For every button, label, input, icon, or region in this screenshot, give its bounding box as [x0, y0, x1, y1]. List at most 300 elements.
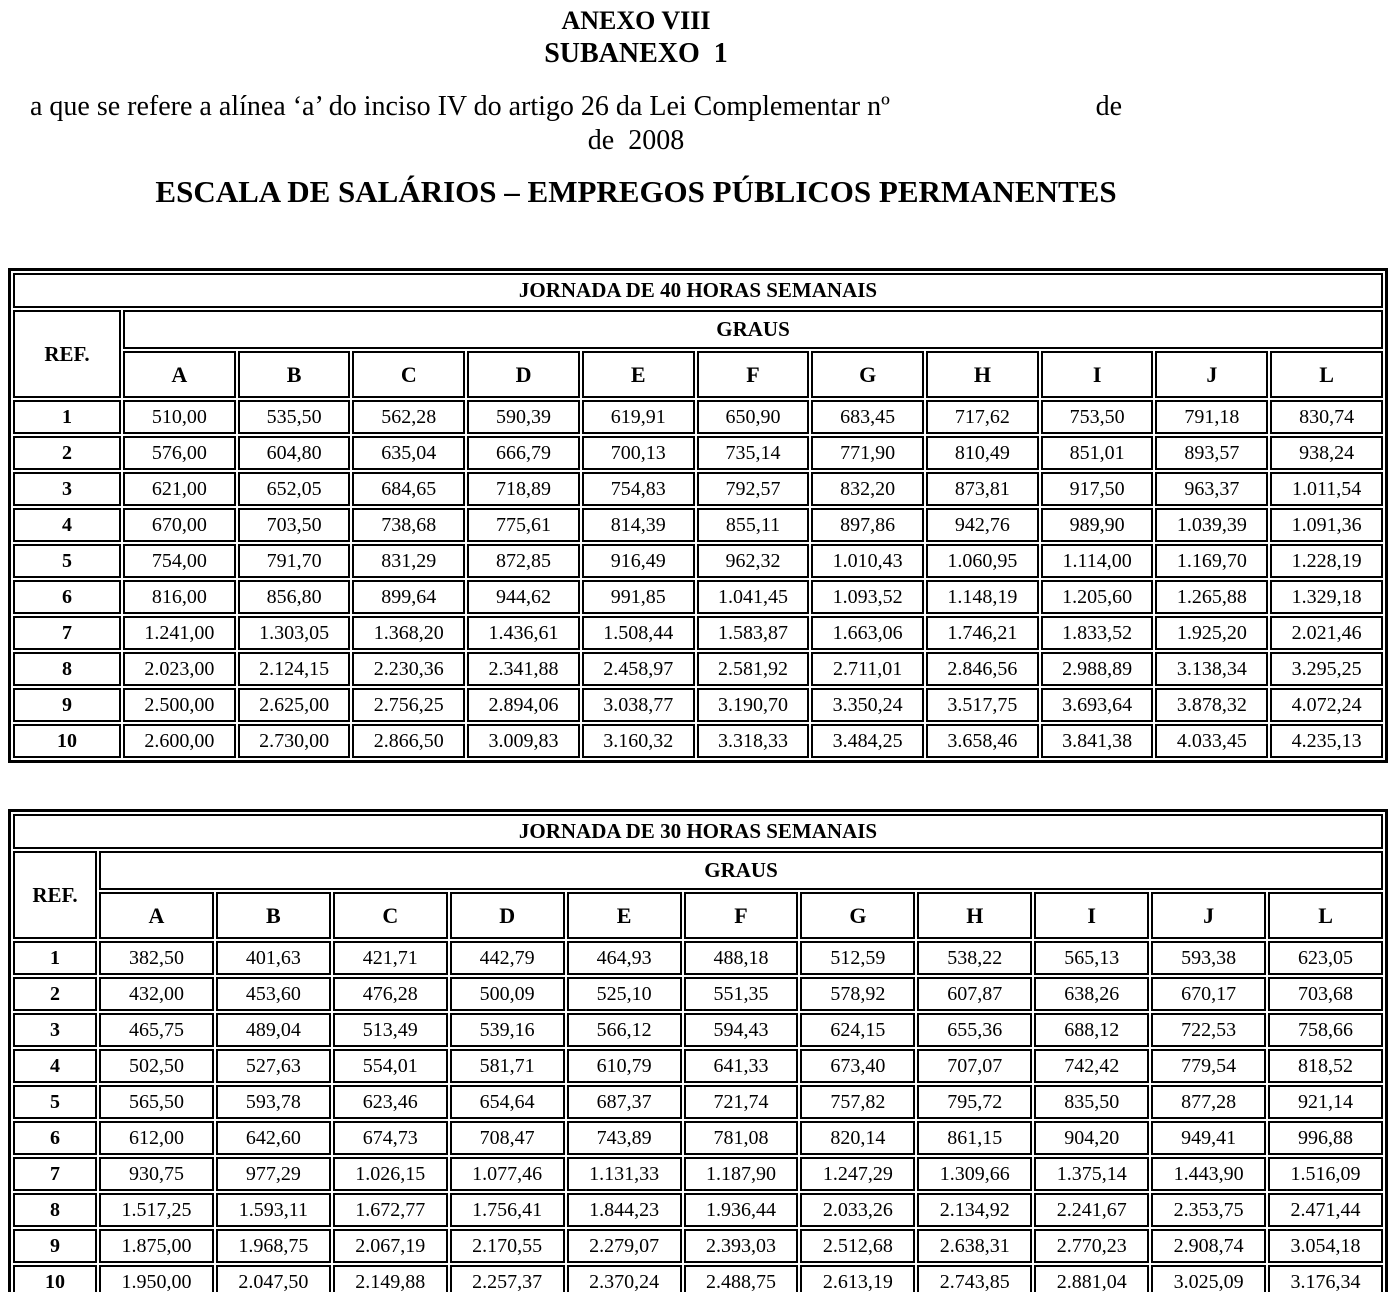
column-header-c: C: [333, 892, 448, 939]
value-cell: 619,91: [582, 400, 695, 434]
value-cell: 1.205,60: [1041, 580, 1154, 614]
value-cell: 1.833,52: [1041, 616, 1154, 650]
value-cell: 3.160,32: [582, 724, 695, 758]
value-cell: 2.149,88: [333, 1265, 448, 1292]
value-cell: 916,49: [582, 544, 695, 578]
value-cell: 535,50: [238, 400, 351, 434]
value-cell: 930,75: [99, 1157, 214, 1191]
value-cell: 851,01: [1041, 436, 1154, 470]
value-cell: 2.341,88: [467, 652, 580, 686]
value-cell: 1.060,95: [926, 544, 1039, 578]
column-header-a: A: [99, 892, 214, 939]
value-cell: 650,90: [697, 400, 810, 434]
value-cell: 1.516,09: [1268, 1157, 1383, 1191]
ref-cell: 9: [13, 688, 121, 722]
value-cell: 1.508,44: [582, 616, 695, 650]
value-cell: 1.746,21: [926, 616, 1039, 650]
value-cell: 791,18: [1155, 400, 1268, 434]
value-cell: 488,18: [684, 941, 799, 975]
table-row: [13, 652, 1383, 686]
value-cell: 872,85: [467, 544, 580, 578]
value-cell: 703,50: [238, 508, 351, 542]
value-cell: 442,79: [450, 941, 565, 975]
column-header-f: F: [684, 892, 799, 939]
value-cell: 565,50: [99, 1085, 214, 1119]
value-cell: 2.743,85: [917, 1265, 1032, 1292]
column-header-g: G: [800, 892, 915, 939]
value-cell: 1.663,06: [811, 616, 924, 650]
value-cell: 2.866,50: [352, 724, 465, 758]
value-cell: 820,14: [800, 1121, 915, 1155]
value-cell: 1.443,90: [1151, 1157, 1266, 1191]
value-cell: 3.658,46: [926, 724, 1039, 758]
value-cell: 816,00: [123, 580, 236, 614]
value-cell: 655,36: [917, 1013, 1032, 1047]
value-cell: 1.936,44: [684, 1193, 799, 1227]
value-cell: 539,16: [450, 1013, 565, 1047]
value-cell: 666,79: [467, 436, 580, 470]
value-cell: 500,09: [450, 977, 565, 1011]
value-cell: 642,60: [216, 1121, 331, 1155]
value-cell: 795,72: [917, 1085, 1032, 1119]
value-cell: 638,26: [1034, 977, 1149, 1011]
value-cell: 2.033,26: [800, 1193, 915, 1227]
value-cell: 3.190,70: [697, 688, 810, 722]
value-cell: 670,17: [1151, 977, 1266, 1011]
value-cell: 562,28: [352, 400, 465, 434]
value-cell: 576,00: [123, 436, 236, 470]
graus-label: GRAUS: [99, 851, 1383, 890]
column-header-e: E: [582, 351, 695, 398]
ref-column-label: REF.: [13, 851, 97, 939]
value-cell: 1.329,18: [1270, 580, 1383, 614]
value-cell: 3.484,25: [811, 724, 924, 758]
table-row: [13, 436, 1383, 470]
value-cell: 1.309,66: [917, 1157, 1032, 1191]
table-row: [13, 508, 1383, 542]
reference-line: [0, 90, 1272, 124]
table-row: [13, 1229, 1383, 1263]
table-row: [13, 1265, 1383, 1292]
value-cell: 382,50: [99, 941, 214, 975]
value-cell: 578,92: [800, 977, 915, 1011]
value-cell: 687,37: [567, 1085, 682, 1119]
value-cell: 1.950,00: [99, 1265, 214, 1292]
value-cell: 1.011,54: [1270, 472, 1383, 506]
column-header-i: I: [1041, 351, 1154, 398]
value-cell: 722,53: [1151, 1013, 1266, 1047]
value-cell: 565,13: [1034, 941, 1149, 975]
value-cell: 717,62: [926, 400, 1039, 434]
value-cell: 873,81: [926, 472, 1039, 506]
value-cell: 684,65: [352, 472, 465, 506]
table-row: [13, 688, 1383, 722]
ref-cell: 6: [13, 1121, 97, 1155]
value-cell: 2.711,01: [811, 652, 924, 686]
value-cell: 1.583,87: [697, 616, 810, 650]
value-cell: 432,00: [99, 977, 214, 1011]
value-cell: 3.693,64: [1041, 688, 1154, 722]
table-row: [13, 977, 1383, 1011]
value-cell: 1.148,19: [926, 580, 1039, 614]
value-cell: 779,54: [1151, 1049, 1266, 1083]
value-cell: 512,59: [800, 941, 915, 975]
column-header-h: H: [917, 892, 1032, 939]
table-row: [13, 1121, 1383, 1155]
value-cell: 604,80: [238, 436, 351, 470]
value-cell: 3.176,34: [1268, 1265, 1383, 1292]
value-cell: 1.844,23: [567, 1193, 682, 1227]
column-letters-row: [13, 351, 1383, 398]
table-row: [13, 472, 1383, 506]
column-header-i: I: [1034, 892, 1149, 939]
ref-column-label: REF.: [13, 310, 121, 398]
value-cell: 893,57: [1155, 436, 1268, 470]
value-cell: 775,61: [467, 508, 580, 542]
value-cell: 861,15: [917, 1121, 1032, 1155]
subanexo-heading: SUBANEXO 1: [544, 38, 728, 69]
value-cell: 2.370,24: [567, 1265, 682, 1292]
value-cell: 1.436,61: [467, 616, 580, 650]
value-cell: 814,39: [582, 508, 695, 542]
table-title: JORNADA DE 40 HORAS SEMANAIS: [13, 273, 1383, 308]
value-cell: 2.257,37: [450, 1265, 565, 1292]
value-cell: 4.072,24: [1270, 688, 1383, 722]
salary-table-40-hours: [8, 268, 1388, 763]
value-cell: 1.517,25: [99, 1193, 214, 1227]
value-cell: 977,29: [216, 1157, 331, 1191]
value-cell: 673,40: [800, 1049, 915, 1083]
value-cell: 538,22: [917, 941, 1032, 975]
value-cell: 688,12: [1034, 1013, 1149, 1047]
value-cell: 897,86: [811, 508, 924, 542]
value-cell: 963,37: [1155, 472, 1268, 506]
ref-cell: 10: [13, 724, 121, 758]
column-header-f: F: [697, 351, 810, 398]
column-header-h: H: [926, 351, 1039, 398]
value-cell: 1.131,33: [567, 1157, 682, 1191]
value-cell: 921,14: [1268, 1085, 1383, 1119]
value-cell: 593,38: [1151, 941, 1266, 975]
value-cell: 654,64: [450, 1085, 565, 1119]
tables-container: [0, 268, 1396, 1292]
value-cell: 1.265,88: [1155, 580, 1268, 614]
column-header-l: L: [1270, 351, 1383, 398]
graus-header-row: [13, 310, 1383, 349]
ref-cell: 10: [13, 1265, 97, 1292]
value-cell: 1.968,75: [216, 1229, 331, 1263]
value-cell: 2.638,31: [917, 1229, 1032, 1263]
salary-table-30-hours: [8, 809, 1388, 1292]
value-cell: 2.021,46: [1270, 616, 1383, 650]
value-cell: 2.625,00: [238, 688, 351, 722]
value-cell: 2.124,15: [238, 652, 351, 686]
value-cell: 3.878,32: [1155, 688, 1268, 722]
value-cell: 753,50: [1041, 400, 1154, 434]
value-cell: 2.134,92: [917, 1193, 1032, 1227]
value-cell: 554,01: [333, 1049, 448, 1083]
ref-cell: 3: [13, 1013, 97, 1047]
value-cell: 3.350,24: [811, 688, 924, 722]
table-title-row: [13, 814, 1383, 849]
ref-cell: 1: [13, 941, 97, 975]
column-header-d: D: [450, 892, 565, 939]
value-cell: 1.241,00: [123, 616, 236, 650]
value-cell: 551,35: [684, 977, 799, 1011]
ref-cell: 4: [13, 1049, 97, 1083]
value-cell: 635,04: [352, 436, 465, 470]
table-row: [13, 724, 1383, 758]
value-cell: 2.353,75: [1151, 1193, 1266, 1227]
value-cell: 944,62: [467, 580, 580, 614]
value-cell: 2.908,74: [1151, 1229, 1266, 1263]
value-cell: 2.756,25: [352, 688, 465, 722]
column-header-a: A: [123, 351, 236, 398]
value-cell: 2.170,55: [450, 1229, 565, 1263]
column-header-g: G: [811, 351, 924, 398]
value-cell: 2.230,36: [352, 652, 465, 686]
document-header: [0, 0, 1272, 210]
column-header-b: B: [238, 351, 351, 398]
value-cell: 1.247,29: [800, 1157, 915, 1191]
table-row: [13, 941, 1383, 975]
value-cell: 962,32: [697, 544, 810, 578]
value-cell: 832,20: [811, 472, 924, 506]
value-cell: 624,15: [800, 1013, 915, 1047]
value-cell: 718,89: [467, 472, 580, 506]
value-cell: 942,76: [926, 508, 1039, 542]
ref-cell: 2: [13, 977, 97, 1011]
value-cell: 1.228,19: [1270, 544, 1383, 578]
value-cell: 623,05: [1268, 941, 1383, 975]
value-cell: 831,29: [352, 544, 465, 578]
value-cell: 3.009,83: [467, 724, 580, 758]
value-cell: 707,07: [917, 1049, 1032, 1083]
value-cell: 476,28: [333, 977, 448, 1011]
value-cell: 1.010,43: [811, 544, 924, 578]
value-cell: 754,00: [123, 544, 236, 578]
ref-cell: 5: [13, 1085, 97, 1119]
value-cell: 3.054,18: [1268, 1229, 1383, 1263]
column-header-d: D: [467, 351, 580, 398]
value-cell: 735,14: [697, 436, 810, 470]
value-cell: 2.279,07: [567, 1229, 682, 1263]
ref-cell: 6: [13, 580, 121, 614]
value-cell: 754,83: [582, 472, 695, 506]
value-cell: 917,50: [1041, 472, 1154, 506]
value-cell: 641,33: [684, 1049, 799, 1083]
value-cell: 593,78: [216, 1085, 331, 1119]
value-cell: 2.881,04: [1034, 1265, 1149, 1292]
value-cell: 513,49: [333, 1013, 448, 1047]
column-header-b: B: [216, 892, 331, 939]
value-cell: 1.026,15: [333, 1157, 448, 1191]
value-cell: 1.091,36: [1270, 508, 1383, 542]
value-cell: 2.393,03: [684, 1229, 799, 1263]
value-cell: 2.730,00: [238, 724, 351, 758]
ref-cell: 1: [13, 400, 121, 434]
value-cell: 3.138,34: [1155, 652, 1268, 686]
reference-de-text: de: [1095, 91, 1122, 122]
table-row: [13, 580, 1383, 614]
reference-line-2: de 2008: [587, 125, 685, 156]
value-cell: 1.187,90: [684, 1157, 799, 1191]
graus-header-row: [13, 851, 1383, 890]
ref-cell: 2: [13, 436, 121, 470]
value-cell: 527,63: [216, 1049, 331, 1083]
value-cell: 610,79: [567, 1049, 682, 1083]
column-header-e: E: [567, 892, 682, 939]
ref-cell: 4: [13, 508, 121, 542]
value-cell: 3.318,33: [697, 724, 810, 758]
value-cell: 607,87: [917, 977, 1032, 1011]
value-cell: 2.458,97: [582, 652, 695, 686]
column-letters-row: [13, 892, 1383, 939]
value-cell: 621,00: [123, 472, 236, 506]
value-cell: 465,75: [99, 1013, 214, 1047]
table-row: [13, 1013, 1383, 1047]
value-cell: 989,90: [1041, 508, 1154, 542]
value-cell: 502,50: [99, 1049, 214, 1083]
value-cell: 743,89: [567, 1121, 682, 1155]
value-cell: 2.581,92: [697, 652, 810, 686]
value-cell: 996,88: [1268, 1121, 1383, 1155]
value-cell: 904,20: [1034, 1121, 1149, 1155]
table-row: [13, 1085, 1383, 1119]
page-title: ESCALA DE SALÁRIOS – EMPREGOS PÚBLICOS PERMANENTES: [155, 174, 1117, 209]
value-cell: 703,68: [1268, 977, 1383, 1011]
value-cell: 4.033,45: [1155, 724, 1268, 758]
value-cell: 742,42: [1034, 1049, 1149, 1083]
value-cell: 464,93: [567, 941, 682, 975]
value-cell: 670,00: [123, 508, 236, 542]
value-cell: 1.672,77: [333, 1193, 448, 1227]
value-cell: 2.894,06: [467, 688, 580, 722]
value-cell: 2.241,67: [1034, 1193, 1149, 1227]
value-cell: 489,04: [216, 1013, 331, 1047]
value-cell: 2.988,89: [1041, 652, 1154, 686]
value-cell: 2.500,00: [123, 688, 236, 722]
value-cell: 2.600,00: [123, 724, 236, 758]
value-cell: 2.488,75: [684, 1265, 799, 1292]
value-cell: 525,10: [567, 977, 682, 1011]
value-cell: 3.038,77: [582, 688, 695, 722]
value-cell: 590,39: [467, 400, 580, 434]
value-cell: 652,05: [238, 472, 351, 506]
value-cell: 453,60: [216, 977, 331, 1011]
value-cell: 991,85: [582, 580, 695, 614]
ref-cell: 7: [13, 616, 121, 650]
value-cell: 3.517,75: [926, 688, 1039, 722]
value-cell: 830,74: [1270, 400, 1383, 434]
value-cell: 1.114,00: [1041, 544, 1154, 578]
value-cell: 792,57: [697, 472, 810, 506]
value-cell: 708,47: [450, 1121, 565, 1155]
table-row: [13, 544, 1383, 578]
value-cell: 818,52: [1268, 1049, 1383, 1083]
value-cell: 771,90: [811, 436, 924, 470]
value-cell: 949,41: [1151, 1121, 1266, 1155]
table-row: [13, 1049, 1383, 1083]
table-row: [13, 400, 1383, 434]
value-cell: 1.756,41: [450, 1193, 565, 1227]
value-cell: 1.593,11: [216, 1193, 331, 1227]
ref-cell: 3: [13, 472, 121, 506]
table-title-row: [13, 273, 1383, 308]
value-cell: 938,24: [1270, 436, 1383, 470]
value-cell: 758,66: [1268, 1013, 1383, 1047]
value-cell: 3.841,38: [1041, 724, 1154, 758]
ref-cell: 5: [13, 544, 121, 578]
graus-label: GRAUS: [123, 310, 1383, 349]
column-header-j: J: [1155, 351, 1268, 398]
value-cell: 855,11: [697, 508, 810, 542]
value-cell: 877,28: [1151, 1085, 1266, 1119]
value-cell: 899,64: [352, 580, 465, 614]
value-cell: 1.039,39: [1155, 508, 1268, 542]
value-cell: 791,70: [238, 544, 351, 578]
ref-cell: 8: [13, 1193, 97, 1227]
value-cell: 738,68: [352, 508, 465, 542]
value-cell: 3.025,09: [1151, 1265, 1266, 1292]
value-cell: 510,00: [123, 400, 236, 434]
value-cell: 856,80: [238, 580, 351, 614]
value-cell: 612,00: [99, 1121, 214, 1155]
table-row: [13, 1193, 1383, 1227]
column-header-c: C: [352, 351, 465, 398]
value-cell: 594,43: [684, 1013, 799, 1047]
value-cell: 1.041,45: [697, 580, 810, 614]
value-cell: 1.077,46: [450, 1157, 565, 1191]
table-row: [13, 1157, 1383, 1191]
value-cell: 674,73: [333, 1121, 448, 1155]
value-cell: 1.169,70: [1155, 544, 1268, 578]
value-cell: 700,13: [582, 436, 695, 470]
value-cell: 835,50: [1034, 1085, 1149, 1119]
value-cell: 721,74: [684, 1085, 799, 1119]
value-cell: 2.047,50: [216, 1265, 331, 1292]
value-cell: 1.303,05: [238, 616, 351, 650]
value-cell: 2.512,68: [800, 1229, 915, 1263]
value-cell: 401,63: [216, 941, 331, 975]
value-cell: 1.368,20: [352, 616, 465, 650]
reference-text: a que se refere a alínea ‘a’ do inciso IV do artigo 26 da Lei Complementar nº: [30, 91, 890, 122]
value-cell: 757,82: [800, 1085, 915, 1119]
value-cell: 1.875,00: [99, 1229, 214, 1263]
value-cell: 1.093,52: [811, 580, 924, 614]
value-cell: 3.295,25: [1270, 652, 1383, 686]
value-cell: 810,49: [926, 436, 1039, 470]
table-title: JORNADA DE 30 HORAS SEMANAIS: [13, 814, 1383, 849]
value-cell: 623,46: [333, 1085, 448, 1119]
value-cell: 566,12: [567, 1013, 682, 1047]
value-cell: 2.067,19: [333, 1229, 448, 1263]
ref-cell: 9: [13, 1229, 97, 1263]
value-cell: 2.846,56: [926, 652, 1039, 686]
column-header-j: J: [1151, 892, 1266, 939]
value-cell: 1.375,14: [1034, 1157, 1149, 1191]
ref-cell: 8: [13, 652, 121, 686]
value-cell: 4.235,13: [1270, 724, 1383, 758]
value-cell: 581,71: [450, 1049, 565, 1083]
value-cell: 2.023,00: [123, 652, 236, 686]
anexo-heading: ANEXO VIII: [561, 6, 711, 35]
value-cell: 2.613,19: [800, 1265, 915, 1292]
value-cell: 421,71: [333, 941, 448, 975]
ref-cell: 7: [13, 1157, 97, 1191]
value-cell: 781,08: [684, 1121, 799, 1155]
value-cell: 1.925,20: [1155, 616, 1268, 650]
